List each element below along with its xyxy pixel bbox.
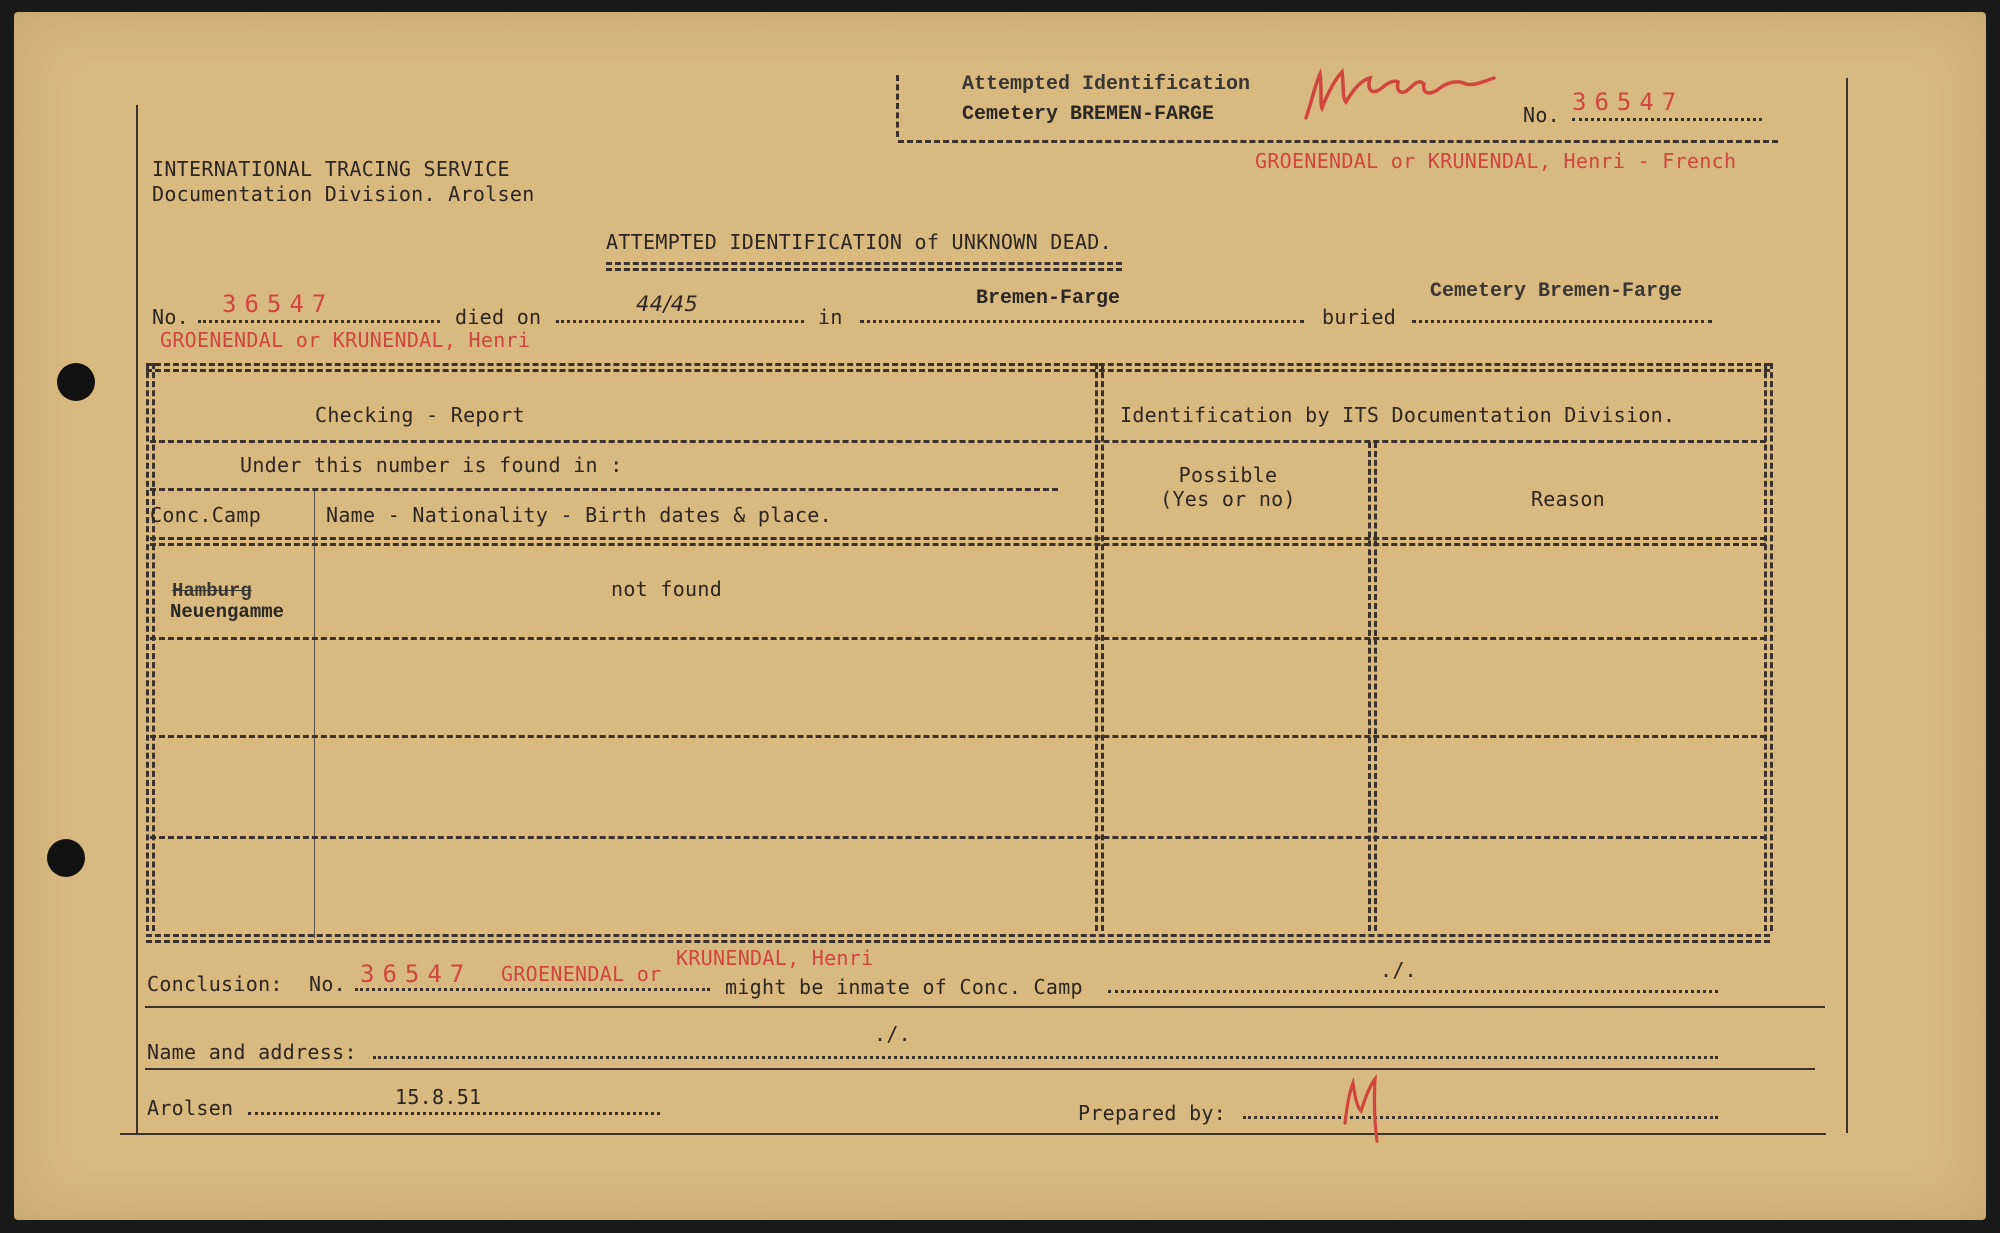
conclusion-name-part1: GROENENDAL or bbox=[501, 962, 662, 986]
prepared-by-initial bbox=[1341, 1073, 1385, 1145]
row1-name-cell: not found bbox=[611, 577, 723, 601]
in-dots bbox=[860, 320, 1304, 323]
in-value-stamp: Bremen-Farge bbox=[976, 287, 1121, 310]
header-no-label: No. bbox=[1523, 103, 1561, 127]
footer-place-label: Arolsen bbox=[147, 1096, 234, 1120]
record-no-dots bbox=[198, 320, 440, 323]
stamp-box-bottom-line bbox=[898, 140, 1778, 143]
table-possible-divider bbox=[1368, 442, 1371, 931]
checking-report-heading: Checking - Report bbox=[315, 403, 525, 427]
row1-camp-stamp-1: Hamburg bbox=[172, 580, 252, 602]
record-red-name: GROENENDAL or KRUNENDAL, Henri bbox=[160, 328, 531, 352]
table-row-line-3 bbox=[150, 836, 1766, 839]
name-address-dots bbox=[373, 1056, 1718, 1059]
died-dots bbox=[556, 320, 804, 323]
table-left-border bbox=[146, 363, 149, 931]
table-top-border bbox=[146, 363, 1770, 366]
table-header-bottom-border bbox=[150, 537, 1766, 540]
conclusion-name-part2: KRUNENDAL, Henri bbox=[676, 946, 874, 970]
stamp-attempted-identification: Attempted Identification bbox=[962, 73, 1251, 96]
conclusion-camp-dots bbox=[1108, 990, 1718, 993]
name-address-label: Name and address: bbox=[147, 1040, 357, 1064]
conclusion-rule bbox=[145, 1006, 1825, 1008]
col-possible-header-2: (Yes or no) bbox=[1160, 487, 1296, 511]
conclusion-no-dots bbox=[355, 988, 710, 991]
punch-hole-top bbox=[57, 363, 95, 401]
table-mid-divider bbox=[1095, 363, 1098, 931]
buried-label: buried bbox=[1322, 305, 1397, 329]
frame-left-line bbox=[136, 105, 138, 1135]
conclusion-no-value: 36547 bbox=[360, 960, 473, 988]
footer-date-dots bbox=[248, 1112, 660, 1115]
row1-camp-stamp-2: Neuengamme bbox=[170, 601, 285, 623]
name-address-rule bbox=[145, 1068, 1815, 1070]
handwritten-name-note bbox=[1298, 52, 1518, 130]
page-title: ATTEMPTED IDENTIFICATION of UNKNOWN DEAD. bbox=[606, 230, 1112, 254]
frame-bottom-line bbox=[120, 1133, 1826, 1135]
org-name: INTERNATIONAL TRACING SERVICE bbox=[152, 157, 510, 181]
footer-date-value: 15.8.51 bbox=[395, 1085, 482, 1109]
buried-dots bbox=[1412, 320, 1712, 323]
prepared-by-label: Prepared by: bbox=[1078, 1101, 1227, 1125]
col-name-header: Name - Nationality - Birth dates & place. bbox=[326, 503, 832, 527]
col-possible-header-1: Possible bbox=[1178, 463, 1278, 487]
table-camp-divider bbox=[314, 490, 315, 938]
conclusion-camp-value: ./. bbox=[1380, 958, 1418, 982]
conclusion-inmate-text: might be inmate of Conc. Camp bbox=[725, 975, 1083, 999]
conclusion-label: Conclusion: bbox=[147, 972, 283, 996]
header-no-dots bbox=[1572, 118, 1762, 121]
table-header-line bbox=[150, 440, 1766, 443]
title-underline bbox=[606, 262, 1122, 265]
punch-hole-bottom bbox=[47, 839, 85, 877]
col-camp-header: Conc.Camp bbox=[150, 503, 262, 527]
in-label: in bbox=[818, 305, 843, 329]
org-division: Documentation Division. Arolsen bbox=[152, 182, 535, 206]
record-no-label: No. bbox=[152, 305, 190, 329]
prepared-by-dots bbox=[1243, 1116, 1718, 1119]
col-reason-header: Reason bbox=[1530, 487, 1606, 511]
header-no-value: 36547 bbox=[1572, 88, 1685, 116]
record-no-value: 36547 bbox=[222, 290, 335, 318]
conclusion-no-label: No. bbox=[309, 972, 347, 996]
died-label: died on bbox=[455, 305, 542, 329]
stamp-box-left-line bbox=[896, 75, 899, 137]
table-row-line-1 bbox=[150, 637, 1766, 640]
died-value: 44/45 bbox=[636, 292, 699, 316]
table-right-border bbox=[1764, 363, 1767, 931]
found-in-underline bbox=[150, 488, 1058, 491]
identification-heading: Identification by ITS Documentation Division. bbox=[1120, 403, 1676, 427]
table-bottom-border bbox=[146, 934, 1770, 937]
header-red-name: GROENENDAL or KRUNENDAL, Henri - French bbox=[1255, 149, 1737, 173]
table-row-line-2 bbox=[150, 735, 1766, 738]
stamp-cemetery: Cemetery BREMEN-FARGE bbox=[962, 103, 1215, 126]
frame-right-line bbox=[1846, 78, 1848, 1133]
name-address-value: ./. bbox=[874, 1022, 912, 1046]
buried-value-stamp: Cemetery Bremen-Farge bbox=[1430, 280, 1683, 303]
found-in-label: Under this number is found in : bbox=[240, 453, 623, 477]
